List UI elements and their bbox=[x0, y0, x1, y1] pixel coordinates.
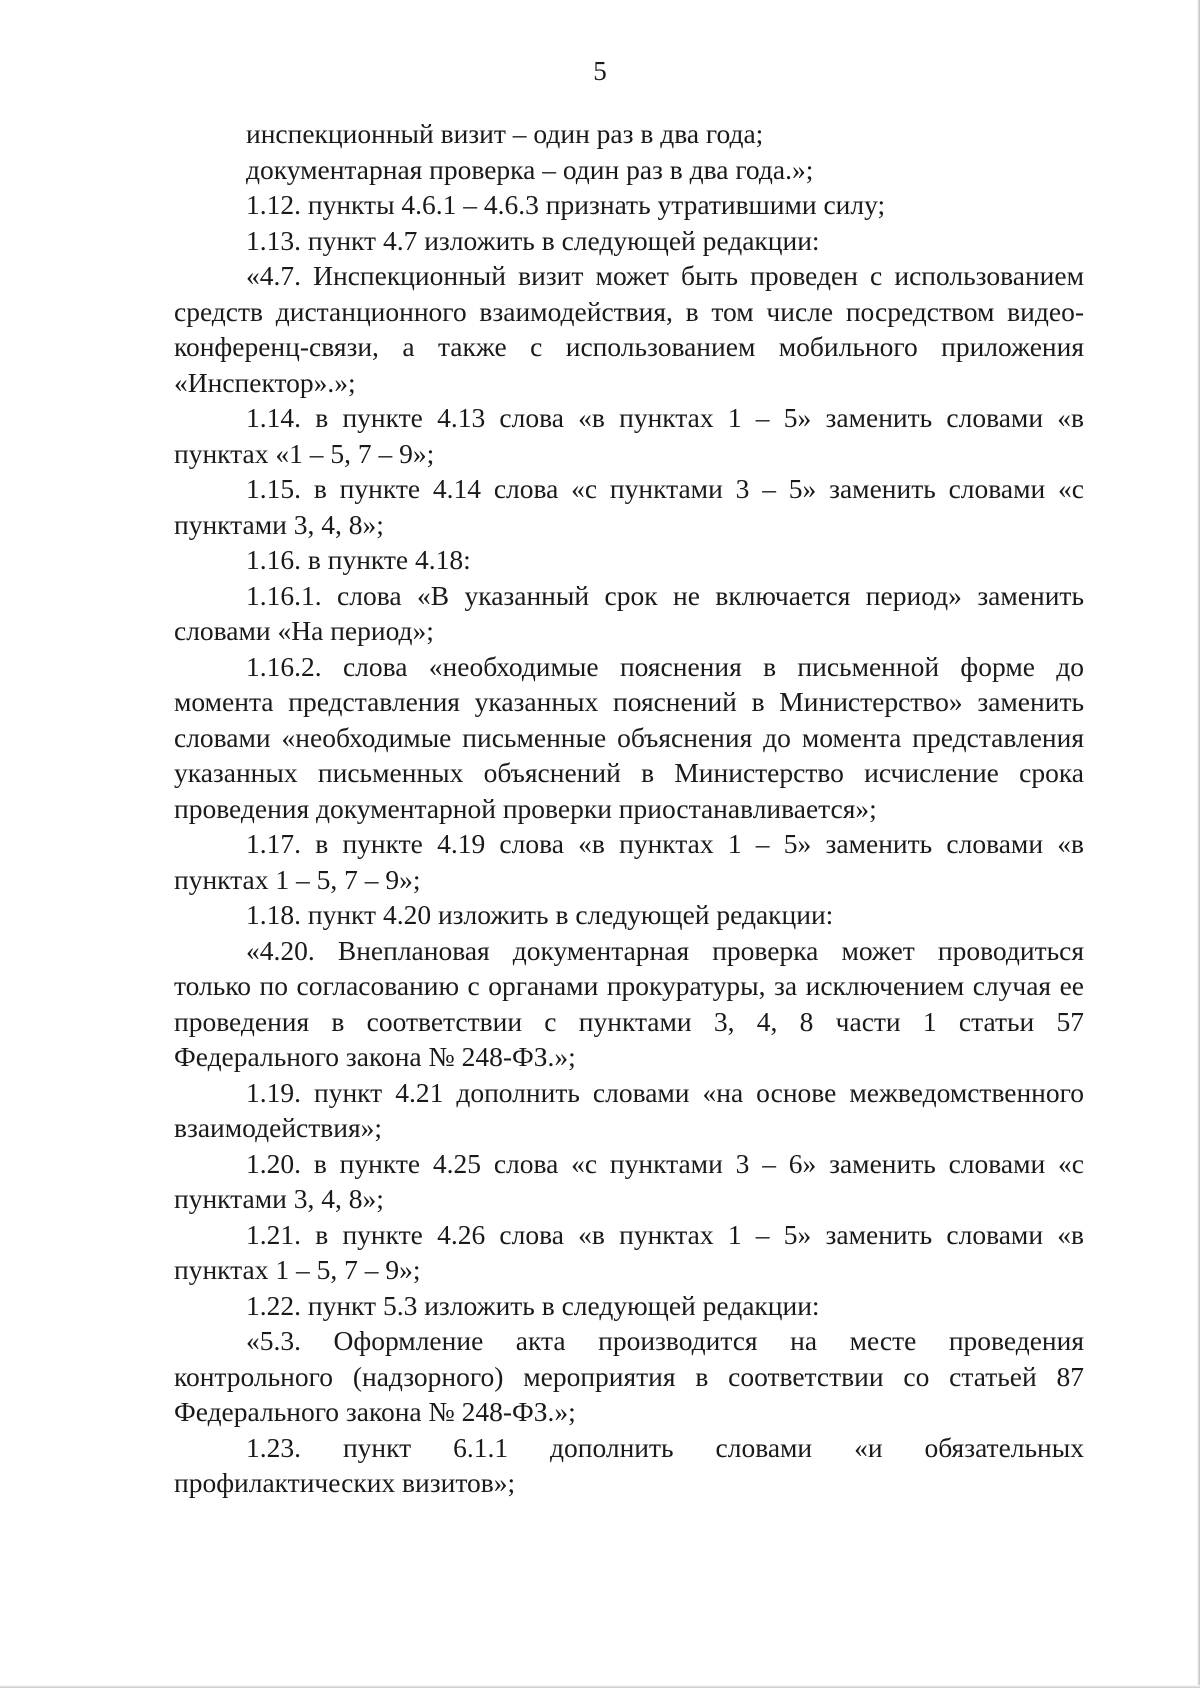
paragraph: 1.15. в пункте 4.14 слова «с пунктами 3 – 5» заменить словами «с пунктами 3, 4, 8»; bbox=[174, 473, 1084, 540]
paragraph: документарная проверка – один раз в два года.»; bbox=[246, 153, 814, 185]
paragraph: инспекционный визит – один раз в два года; bbox=[246, 118, 764, 149]
paragraph: «4.7. Инспекционный визит может быть проведен с использованием средств дистанционного взаимодействия, в том числе посредством видео-конференц-связи, а также с использованием мобильного приложения «Инспектор».»; bbox=[174, 260, 1084, 398]
paragraph: 1.16. в пункте 4.18: bbox=[246, 544, 471, 575]
paragraph: 1.16.2. слова «необходимые пояснения в письменной форме до момента представления указанных пояснений в Министерство» заменить словами «необходимые письменные объяснения до момента представления указанных письменных объяснений в Министерство исчисление срока проведения документарной проверки приостанавливается»; bbox=[174, 650, 1084, 824]
paragraph: «5.3. Оформление акта производится на месте проведения контрольного (надзорного) мероприятия в соответствии со статьей 87 Федерального закона № 248-ФЗ.»; bbox=[174, 1325, 1084, 1427]
document-body bbox=[174, 116, 1084, 1501]
page-number: 5 bbox=[593, 56, 607, 86]
paragraph: 1.20. в пункте 4.25 слова «с пунктами 3 – 6» заменить словами «с пунктами 3, 4, 8»; bbox=[174, 1147, 1084, 1214]
paragraph: 1.13. пункт 4.7 изложить в следующей редакции: bbox=[246, 224, 820, 256]
paragraph: 1.23. пункт 6.1.1 дополнить словами «и обязательных профилактических визитов»; bbox=[174, 1431, 1084, 1498]
paragraph: 1.22. пункт 5.3 изложить в следующей редакции: bbox=[246, 1289, 820, 1321]
paragraph: 1.12. пункты 4.6.1 – 4.6.3 признать утратившими силу; bbox=[246, 189, 886, 220]
paragraph: 1.16.1. слова «В указанный срок не включается период» заменить словами «На период»; bbox=[174, 579, 1084, 646]
paragraph: 1.18. пункт 4.20 изложить в следующей редакции: bbox=[246, 899, 834, 930]
paragraph: 1.17. в пункте 4.19 слова «в пунктах 1 – 5» заменить словами «в пунктах 1 – 5, 7 – 9»; bbox=[174, 828, 1084, 895]
paragraph: «4.20. Внеплановая документарная проверка может проводиться только по согласованию с органами прокуратуры, за исключением случая ее проведения в соответствии с пунктами 3, 4, 8 части 1 статьи 57 Федерального закона № 248-ФЗ.»; bbox=[174, 934, 1084, 1072]
paragraph: 1.14. в пункте 4.13 слова «в пунктах 1 – 5» заменить словами «в пунктах «1 – 5, 7 – 9»; bbox=[174, 402, 1084, 469]
paragraph: 1.19. пункт 4.21 дополнить словами «на основе межведомственного взаимодействия»; bbox=[174, 1076, 1084, 1143]
paragraph: 1.21. в пункте 4.26 слова «в пунктах 1 – 5» заменить словами «в пунктах 1 – 5, 7 – 9»; bbox=[174, 1218, 1084, 1285]
